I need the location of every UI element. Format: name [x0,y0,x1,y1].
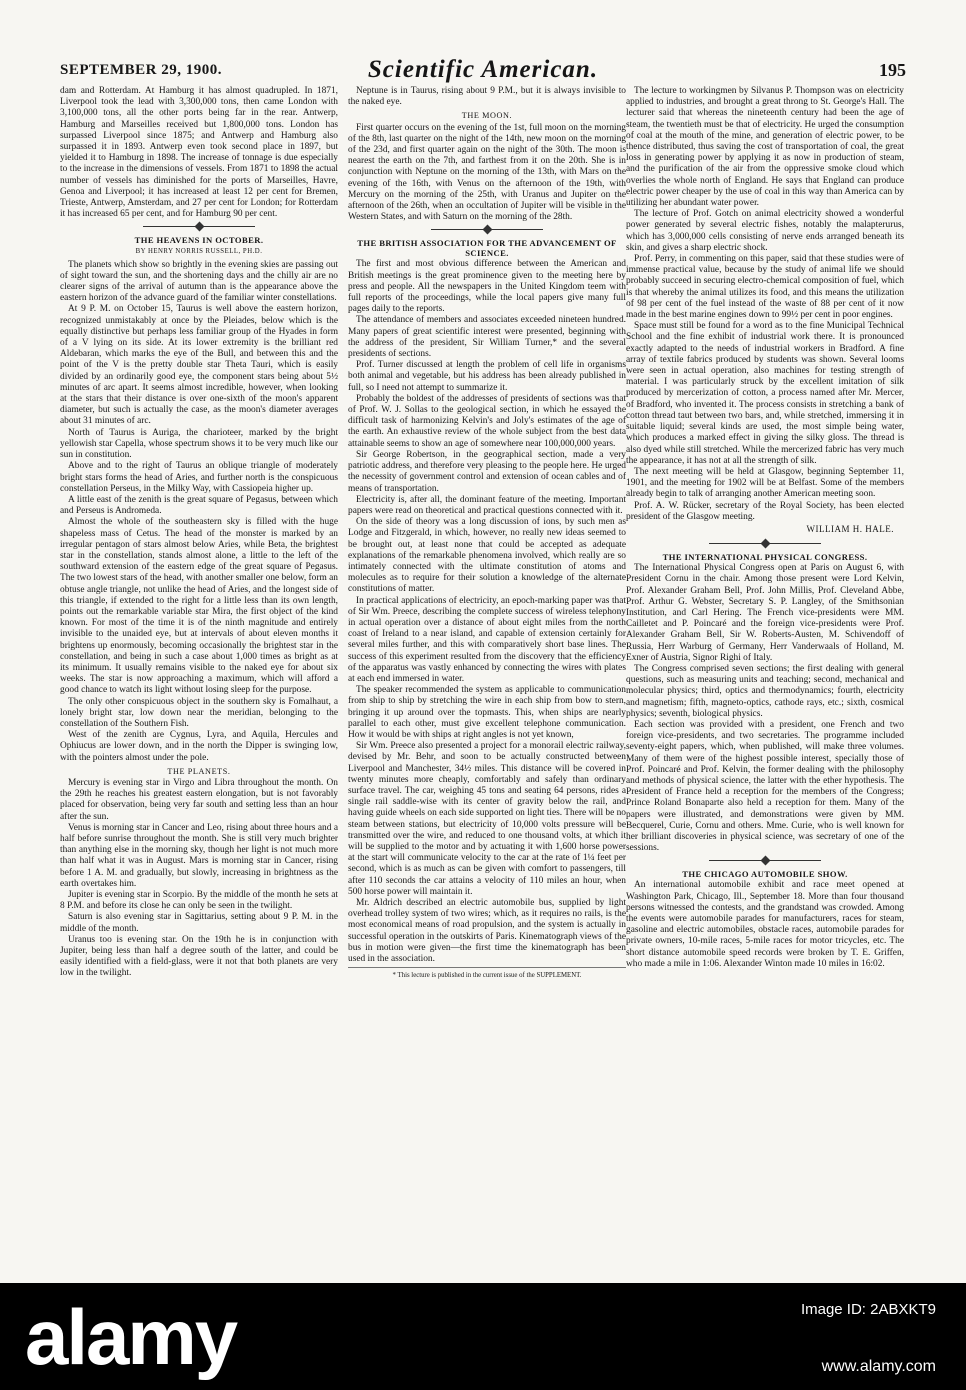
column-3 [626,86,904,1272]
article-paragraph: Jupiter is evening star in Scorpio. By the middle of the month he sets at 8 P.M. and before its close he can only be seen in the twilight. [60,890,338,912]
article-paragraph: First quarter occurs on the evening of the 1st, full moon on the morning of the 8th, last quarter on the night of the 14th, new moon on the morning of the 23d, and first quarter again on the night of the 30th. The moon is nearest the earth on the 7th, and farthest from it on the 20th. She is in conjunction with Neptune on the morning of the 13th, with Mars on the evening of the 16th, with Venus on the afternoon of the 19th, with Mercury on the morning of the 25th, with Uranus and Jupiter on the afternoon of the 26th, when an occultation of Jupiter will be visible in the Western States, and with Saturn on the morning of the 28th. [348,122,626,223]
issue-date: SEPTEMBER 29, 1900. [60,62,223,78]
article-paragraph: Saturn is also evening star in Sagittarius, setting about 9 P. M. in the middle of the month. [60,912,338,934]
article-paragraph: Sir George Robertson, in the geographical section, made a very patriotic address, and therefore very pleasing to the people here. He urged the necessity of government control and extension of ocean cables and of means of transportation. [348,449,626,494]
article-title: THE HEAVENS IN OCTOBER. [134,235,264,246]
section-divider [348,223,626,235]
article-paragraph: West of the zenith are Cygnus, Lyra, and Aquila, Hercules and Ophiucus are lower down, and in the north the Dipper is swinging low, with the pointers almost under the pole. [60,730,338,763]
footnote: * This lecture is published in the current issue of the SUPPLEMENT. [348,967,626,981]
article-title: THE CHICAGO AUTOMOBILE SHOW. [682,869,848,880]
page-number: 195 [879,60,906,80]
article-paragraph: Uranus too is evening star. On the 19th he is in conjunction with Jupiter, being less than half a degree south of the latter, and could be easily identified with a field-glass, were it not that both planets are very low in the twilight. [60,934,338,979]
article-paragraph: The first and most obvious difference between the American and British meetings is the great prominence given to the meeting here by press and people. All the newspapers in the United Kingdom teem with full reports of the proceedings, while the local papers give many full pages daily to the reports. [348,259,626,315]
running-head [60,56,906,86]
column-2 [348,86,626,1272]
article-paragraph: Venus is morning star in Cancer and Leo, rising about three hours and a half before sunrise throughout the month. She is still very much brighter than anything else in the morning sky, though her light is not much more than half what it was in August. Mars is morning star in Cancer, rising before 1 A. M. and gradually, but slowly, increasing in brightness as the earth overtakes him. [60,822,338,889]
watermark-url: www.alamy.com [821,1358,936,1375]
article-paragraph: The next meeting will be held at Glasgow, beginning September 11, 1901, and the meeting for 1902 will be at Belfast. Some of the members already begin to talk of arranging another American meeting soon. [626,466,904,500]
article-paragraph: Sir Wm. Preece also presented a project for a monorail electric railway, devised by Mr. Behr, and soon to be actually constructed between Liverpool and Manchester, 34½ miles. This distance will be covered in twenty minutes more cheaply, comfortably and safely than ordinary surface travel. The car, weighing 45 tons and seating 64 persons, rides a single rail saddle-wise with its center of gravity below the rail, and having guide wheels on each side supported on light ties. There will be no steam between stations, but electricity of 10,000 volts pressure will be transmitted over the wire, and reduced to one thousand volts, at which it will be supplied to the motor and by actuating it with 1,600 horse power at the start will communicate velocity to the car at the rate of 1¼ feet per second, which is as much as can be given with comfort to passengers, till after 110 seconds the car attains a velocity of 110 miles an hour, when 500 horse power will maintain it. [348,741,626,897]
article-paragraph: Prof. Turner discussed at length the problem of cell life in organisms both animal and vegetable, but his address has been already published in full, so I need not attempt to summarize it. [348,360,626,393]
article-paragraph: Probably the boldest of the addresses of presidents of sections was that of Prof. W. J. Sollas to the geological section, in which he essayed the difficult task of harmonizing Kelvin's and Joly's estimates of the age of the earth. An exhaustive review of the whole subject from the best data attainable seems to show an age of somewhere near 100,000,000 years. [348,393,626,449]
section-divider [60,220,338,232]
watermark-banner [0,1283,966,1390]
article-paragraph: An international automobile exhibit and race meet opened at Washington Park, Chicago, Ill., September 18. More than four thousand persons witnessed the contests, and the grandstand was crowded. Among the events were automobile parades for manufacturers, races for steam, gasoline and electric automobiles, obstacle races, automobile parades for private owners, 10-mile races, 5-mile races for motor tricycles, etc. The short distance automobile speed records were broken by T. E. Griffen, who made a mile in 1:06. Alexander Winton made 10 miles in 16:02. [626,880,904,969]
article-paragraph: On the side of theory was a long discussion of ions, by such men as Lodge and Fitzgerald, in which, however, no really new ideas seemed to be brought out, at least none that could be accepted as adequate explanations of the remarkable phenomena involved, which really are so intimately connected with the ultimate constitution of atoms and molecules as to require for their solution a knowledge of the alternate constitutions of matter. [348,517,626,595]
article-paragraph: dam and Rotterdam. At Hamburg it has almost quadrupled. In 1871, Liverpool took the lead with 3,300,000 tons, then came London with 3,100,000 tons, all the other ports being far in the rear. Antwerp, Hamburg and Marseilles received but 1,800,000 tons. London has surpassed Liverpool since 1875; and Antwerp and Hamburg also surpassed it in 1893. Antwerp even took second place in 1897, but yielded it to Hamburg in 1898. The increase of tonnage is due especially to the increase in the dimensions of vessels. From 1871 to 1898 the actual number of vessels has diminished for the ports of Marseilles, Havre, Genoa and Liverpool; it has increased at least 12 per cent for Bremen, Trieste, Antwerp, Amsterdam, and 27 per cent for London; for Rotterdam it has increased 65 per cent, and for Hamburg 90 per cent. [60,86,338,220]
article-paragraph: The lecture of Prof. Gotch on animal electricity showed a wonderful power generated by several electric fishes, notably the malapterurus, which has 3,000,000 cells consisting of nerve ends arranged beneath its skin, and gives a sharp electric shock. [626,209,904,253]
article-paragraph: Prof. Perry, in commenting on this paper, said that these studies were of immense practical value, because by the study of animal life we should probably succeed in securing electro-chemical composition of fuel, which is that whereby the animal utilizes its food, and this means the utilization of 98 per cent of the fuel instead of the waste of 88 per cent of it now made in the best marine engines down to 99½ per cent in poor engines. [626,254,904,321]
article-paragraph: North of Taurus is Auriga, the charioteer, marked by the bright yellowish star Capella, whose spectrum shows it to be very much like our sun in constitution. [60,427,338,461]
section-subhead: THE PLANETS. [167,766,231,776]
article-paragraph: Mercury is evening star in Virgo and Libra throughout the month. On the 29th he reaches his greatest eastern elongation, but is not favorably placed for observation, being very far south and setting less than an hour after the sun. [60,777,338,822]
article-paragraph: Neptune is in Taurus, rising about 9 P.M., but it is always invisible to the naked eye. [348,86,626,108]
column-1 [60,86,338,1272]
article-paragraph: Mr. Aldrich described an electric automobile bus, supplied by light overhead trolley system of two wires; which, as it requires no rails, is the most economical means of road propulsion, and the system is actually in successful operation in the outskirts of Paris. Kinematograph views of the bus in motion were given—the first time the kinematograph has been used in the association. [348,898,626,965]
article-paragraph: The only other conspicuous object in the southern sky is Fomalhaut, a lonely bright star, low down near the meridian, belonging to the constellation of the Southern Fish. [60,696,338,729]
article-paragraph: Above and to the right of Taurus an oblique triangle of moderately bright stars forms the head of Aries, and further north is the conspicuous constellation Perseus, in the Milky Way, with Cassiopeia higher up. [60,461,338,494]
article-title: THE INTERNATIONAL PHYSICAL CONGRESS. [662,552,868,563]
article-paragraph: At 9 P. M. on October 15, Taurus is well above the eastern horizon, recognized unmistakably at once by the Pleiades, below which is the equally distinctive but perhaps less familiar group of the Hyades in form of a V lying on its side. At its lower extremity is the brilliant red Aldebaran, which marks the eye of the Bull, and between this and the point of the V is the pretty double star Theta Tauri, which is easily divided by an ordinarily good eye, the component stars being about 5½ minutes of arc apart. It seems almost incredible, however, when looking at the stars that their distance is over one-sixth of the moon's apparent diameter, but such is actually the case, as the moon's diameter averages about 31 minutes of arc. [60,304,338,427]
article-paragraph: Space must still be found for a word as to the fine Municipal Technical School and the fine exhibit of industrial work there. It is pronounced exactly adapted to the needs of industrial workers in Bradford. A fine array of textile fabrics produced by students was shown. Several looms were seen in actual operation, also machines for testing strength of material. I was particularly struck by the excellent imitation of silk produced by mercerization of cotton, a process named after Mr. Mercer, of Bradford, who invented it. The process consists in stretching a bank of cotton thread taut between two bars, and, while stretched, immersing it in suitable liquid; several kinds are used, the most simple being water, which produces a marked effect in giving the silky gloss. The thread is also dyed while still stretched. While the mercerized fabric has very much the appearance, it has not at all the strength of silk. [626,321,904,466]
article-paragraph: Prof. A. W. Rücker, secretary of the Royal Society, has been elected president of the Glasgow meeting. [626,500,904,522]
article-paragraph: The planets which show so brightly in the evening skies are passing out of sight toward the sun, and the shortening days and the chilly air are no clearer signs of the arrival of autumn than is the appearance above the eastern horizon of the advance guard of the familiar winter constellations. [60,259,338,304]
alamy-logo: alamy [25,1293,237,1381]
section-subhead: THE MOON. [461,111,513,121]
article-paragraph: Each section was provided with a president, one French and two foreign vice-presidents, and two secretaries. The programme included seventy-eight papers, which, when published, will make three volumes. Many of them were of the highest possible interest, specially those of Prof. Poincaré and Prof. Kelvin, the former dealing with the philosophy and methods of physical science, the latter with the ether hypothesis. The President of France held a reception for the members of the Congress; Prince Roland Bonaparte also held a reception for them. Many of the papers were illustrated, and demonstrations were given by MM. Becquerel, Curie, Cornu and others. Mme. Curie, who is well known for her brilliant discoveries in physical science, was secretary of one of the sessions. [626,719,904,854]
article-paragraph: Almost the whole of the southeastern sky is filled with the huge shapeless mass of Cetus. The head of the monster is marked by an irregular pentagon of stars almost below Aries, while Beta, the brightest star in the constellation, stands almost alone, a little to the left of the southward extension of the eastern edge of the great square of Pegasus. The two lowest stars of the head, with another smaller one below, form an obtuse angle triangle, not unlike the head of Aries, and the longest side of this triangle, if extended to the right for a little less than its own length, points out the remarkable variable star Mira, the first object of the kind known. For most of the time it is of the ninth magnitude and entirely invisible to the unaided eye, but at intervals of about eleven months it brightens up enormously, becoming occasionally the brightest star in the constellation, and being in such a case about 1,000 times as bright as at its minimum. It usually remains visible to the naked eye for about six weeks. The star is now approaching a maximum, which will afford a good chance to watch its light without losing sleep for the purpose. [60,517,338,696]
article-paragraph: In practical applications of electricity, an epoch-marking paper was that of Sir Wm. Preece, describing the complete success of wireless telephony in actual operation over a distance of about eight miles from the north coast of Ireland to a near island, and capable of extension certainly for several miles further, and this with comparatively short base lines. The success of this experiment resulted from the discovery that the efficiency of the apparatus was vastly enhanced by connecting the wires with plates at each end immersed in water. [348,595,626,684]
article-paragraph: The lecture to workingmen by Silvanus P. Thompson was on electricity applied to industries, and brought a great throng to St. George's Hall. The lecturer said that whereas the nineteenth century had been the age of steam, the twentieth must be that of electricity. He urged the consumption of coal at the mouth of the mine, and generation of electric power, to be thence distributed, thus saving the cost of transportation of coal, the great loss in generating power by applying it as now in production of steam, and the purification of the air from the oppressive smoke cloud which overlies the whole north of England. He says that England can produce electric power cheaper by the use of coal in this way than America can by utilizing her abundant water power. [626,86,904,209]
article-byline: BY HENRY NORRIS RUSSELL, PH.D. [135,248,263,256]
article-paragraph: The attendance of members and associates exceeded nineteen hundred. Many papers of great scientific interest were presented, beginning with the address of the president, Sir William Turner,* and the several presidents of sections. [348,315,626,360]
section-divider [626,537,904,549]
image-id-label: Image ID: 2ABXKT9 [800,1301,936,1318]
article-paragraph: The International Physical Congress open at Paris on August 6, with President Cornu in the chair. Among those present were Lord Kelvin, Prof. Alexander Graham Bell, Prof. John Millis, Prof. Cleveland Abbe, Prof. Arthur G. Webster, Secretary S. P. Langley, of the Smithsonian Institution, and Carl Hering. The French vice-presidents were MM. Cailletet and P. Poincaré and the foreign vice-presidents were Prof. Alexander Graham Bell, Sir W. Roberts-Austen, M. Schivendoff of Russia, Herr Warburg of Germany, Herr Vanderwaals of Holland, M. Exner of Austria, Signor Righi of Italy. [626,563,904,663]
article-title: THE BRITISH ASSOCIATION FOR THE ADVANCEMENT OF SCIENCE. [357,238,617,259]
masthead-title: Scientific American. [367,56,599,83]
article-paragraph: The speaker recommended the system as applicable to communication from ship to ship by stretching the wire in each ship from bow to stern, bringing it up around over the topmasts. This, when ships are nearly parallel to each other, must give excellent telephone communication. How it would be with ships at right angles is not yet known, [348,685,626,740]
article-paragraph: Electricity is, after all, the dominant feature of the meeting. Important papers were read on theoretical and practical questions connected with it. [348,494,626,516]
article-paragraph: A little east of the zenith is the great square of Pegasus, between which and Perseus is Andromeda. [60,494,338,517]
section-divider [626,854,904,866]
author-signature: WILLIAM H. HALE. [806,523,894,534]
article-paragraph: The Congress comprised seven sections; the first dealing with general questions, such as measuring units and teaching; second, mechanical and molecular physics; third, optics and thermodynamics; fourth, electricity and magnetism; fifth, magneto-optics, cathode rays, etc.; sixth, cosmical physics; seventh, biological physics. [626,663,904,719]
